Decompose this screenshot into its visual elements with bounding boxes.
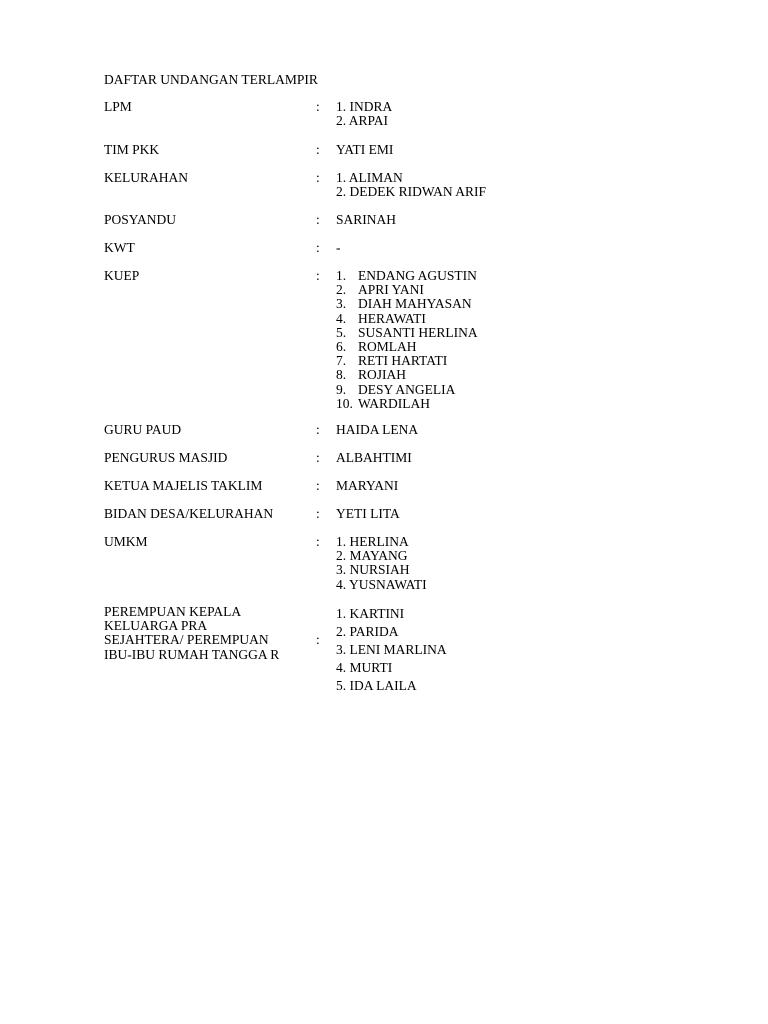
row-label: KWT — [104, 240, 135, 255]
item-number: 3. — [336, 296, 347, 312]
list-item: 1. KARTINI — [336, 606, 405, 621]
value-list — [336, 100, 392, 128]
row-label: KELURAHAN — [104, 170, 188, 185]
separator: : — [316, 212, 320, 227]
item-text: DIAH MAHYASAN — [358, 296, 472, 312]
item-number: 6. — [336, 339, 347, 355]
item-number: 4. — [336, 310, 347, 326]
list-item — [336, 269, 478, 283]
list-item: 2. DEDEK RIDWAN ARIF — [336, 184, 486, 200]
list-item — [336, 397, 478, 411]
item-text: SUSANTI HERLINA — [358, 324, 478, 340]
list-item: 4. MURTI — [336, 660, 393, 675]
item-number: 2. — [336, 282, 347, 298]
value-list — [336, 479, 398, 493]
row-label: KETUA MAJELIS TAKLIM — [104, 478, 263, 493]
list-item: 3. LENI MARLINA — [336, 642, 447, 657]
separator: : — [316, 478, 320, 493]
list-item: 2. PARIDA — [336, 624, 399, 639]
row-label: LPM — [104, 99, 132, 114]
row-label: TIM PKK — [104, 142, 160, 157]
row-label-line: KELUARGA PRA — [104, 618, 208, 634]
list-item: 3. NURSIAH — [336, 562, 410, 578]
separator: : — [316, 506, 320, 521]
separator: : — [316, 422, 320, 437]
value-list — [336, 269, 478, 411]
row-label: KUEP — [104, 268, 140, 283]
item-text: HERAWATI — [358, 310, 426, 326]
value-list — [336, 241, 341, 255]
list-item: MARYANI — [336, 478, 399, 493]
list-item: 1. INDRA — [336, 99, 393, 114]
list-item — [336, 312, 478, 326]
item-text: RETI HARTATI — [358, 353, 448, 369]
value-list — [336, 535, 427, 592]
row-label: BIDAN DESA/KELURAHAN — [104, 506, 274, 521]
row-label: GURU PAUD — [104, 422, 182, 437]
separator: : — [316, 450, 320, 465]
item-text: ROMLAH — [358, 339, 417, 355]
list-item: SARINAH — [336, 212, 397, 227]
list-item: 2. MAYANG — [336, 548, 408, 564]
list-item: 2. ARPAI — [336, 113, 389, 129]
separator: : — [316, 268, 320, 283]
list-item: HAIDA LENA — [336, 422, 419, 437]
list-item: 5. IDA LAILA — [336, 678, 417, 693]
separator: : — [316, 170, 320, 185]
row-label-line: PEREMPUAN KEPALA — [104, 604, 242, 619]
row-label: PENGURUS MASJID — [104, 450, 228, 465]
list-item: YETI LITA — [336, 506, 400, 521]
separator: : — [316, 632, 320, 647]
value-list — [336, 423, 418, 437]
list-item — [336, 326, 478, 340]
item-number: 5. — [336, 324, 347, 340]
value-list — [336, 605, 447, 695]
value-list — [336, 171, 486, 199]
list-item: - — [336, 240, 341, 255]
value-list — [336, 507, 400, 521]
row-label-line: IBU-IBU RUMAH TANGGA R — [104, 646, 280, 662]
list-item — [336, 354, 478, 368]
item-number: 1. — [336, 268, 347, 283]
item-number: 9. — [336, 381, 347, 397]
list-item: 1. HERLINA — [336, 534, 409, 549]
value-list — [336, 213, 396, 227]
item-text: APRI YANI — [358, 282, 424, 298]
list-item: YATI EMI — [336, 142, 394, 157]
row-label: POSYANDU — [104, 212, 177, 227]
item-text: WARDILAH — [358, 395, 430, 411]
separator: : — [316, 99, 320, 114]
list-item — [336, 340, 478, 354]
row-label: UMKM — [104, 534, 148, 549]
list-item — [336, 368, 478, 382]
row-label-line: SEJAHTERA/ PEREMPUAN — [104, 632, 269, 648]
separator: : — [316, 240, 320, 255]
item-number: 10. — [336, 395, 353, 411]
list-item — [336, 283, 478, 297]
list-item — [336, 297, 478, 311]
item-text: ROJIAH — [358, 367, 407, 383]
list-item: 1. ALIMAN — [336, 170, 403, 185]
list-item — [336, 383, 478, 397]
item-number: 8. — [336, 367, 347, 383]
value-list — [336, 451, 412, 465]
value-list — [336, 143, 393, 157]
row-label — [104, 605, 304, 662]
separator: : — [316, 534, 320, 549]
list-item: 4. YUSNAWATI — [336, 576, 427, 592]
item-text: ENDANG AGUSTIN — [358, 268, 477, 283]
separator: : — [316, 142, 320, 157]
item-text: DESY ANGELIA — [358, 381, 456, 397]
document-title: DAFTAR UNDANGAN TERLAMPIR — [104, 72, 318, 87]
item-number: 7. — [336, 353, 347, 369]
list-item: ALBAHTIMI — [336, 450, 412, 465]
